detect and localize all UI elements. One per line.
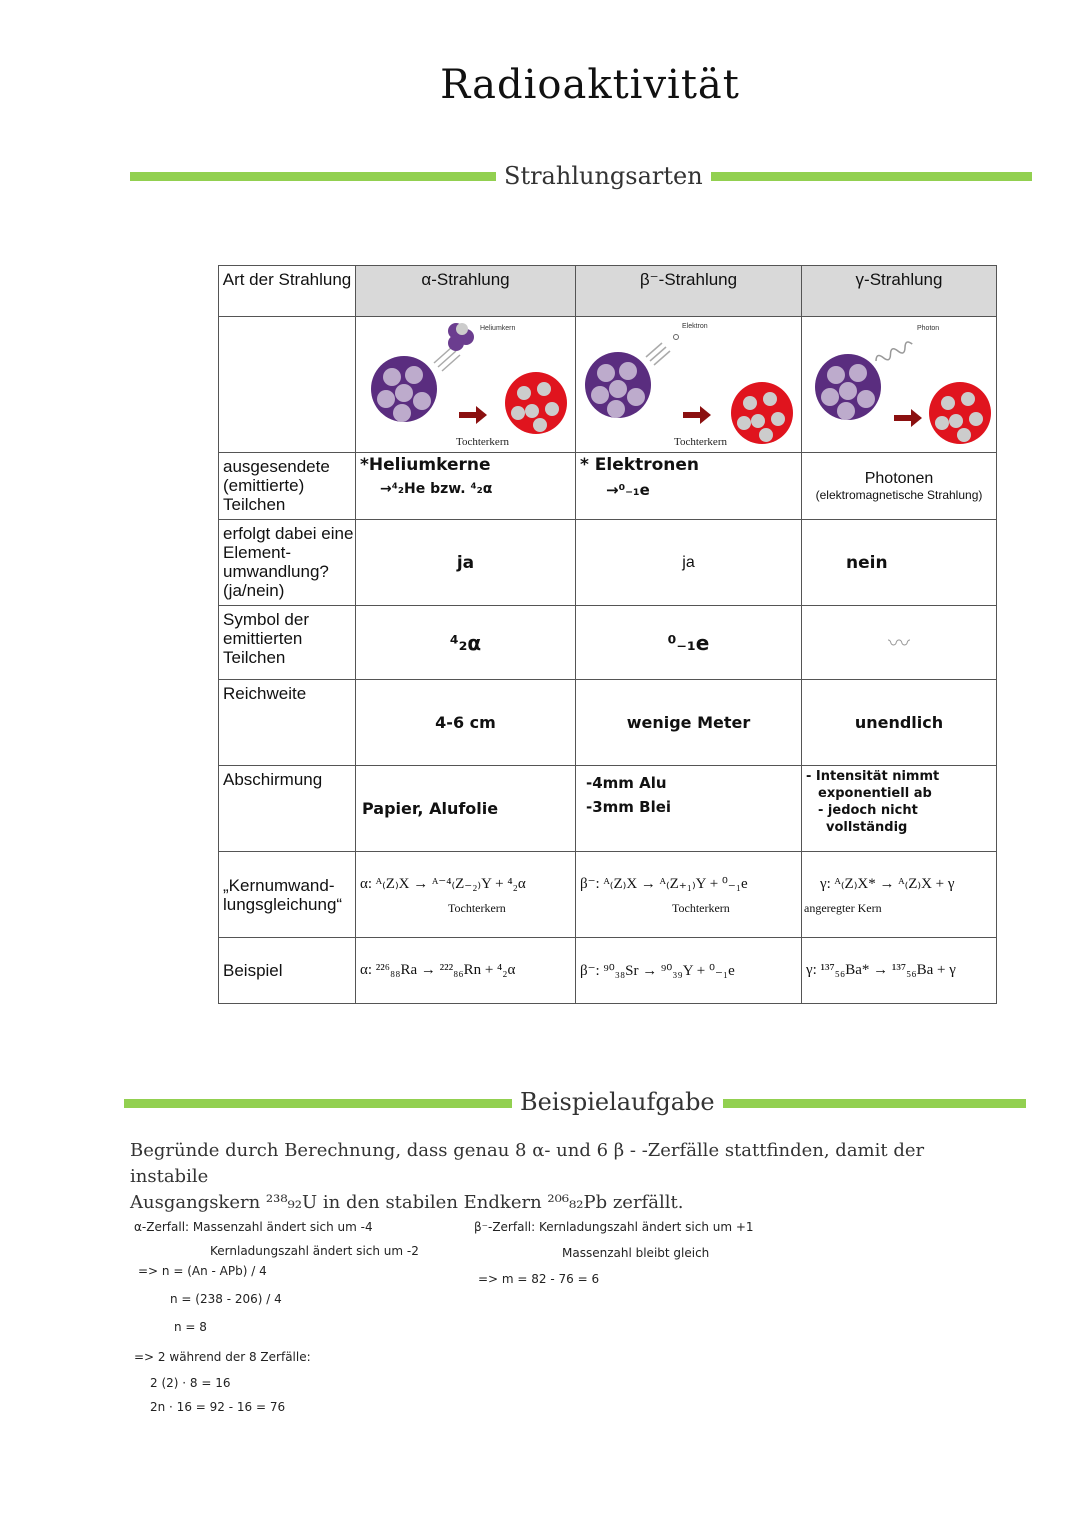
table-row-transmutation [219,520,997,606]
section-title-beispielaufgabe: Beispielaufgabe [512,1088,723,1116]
beta-range: wenige Meter [576,680,802,766]
gamma-symbol-wave-icon: 〰 [802,606,997,680]
table-row-shielding [219,766,997,852]
beta-particles-cell [576,453,802,520]
table-row-particles [219,453,997,520]
note-line: Massenzahl bleibt gleich [562,1246,710,1260]
alpha-decay-illustration [356,317,576,453]
table-row-symbol [219,606,997,680]
beta-shielding-cell [576,766,802,852]
alpha-equation: α: ᴬ₍Z₎X → ᴬ⁻⁴₍Z₋₂₎Y + ⁴₂α [360,875,526,892]
alpha-range: 4-6 cm [356,680,576,766]
label-elektron: Elektron [682,323,708,330]
gamma-shielding-4: vollständig [826,820,908,835]
table-row-range [219,680,997,766]
beta-symbol: ⁰₋₁e [576,606,802,680]
task-line-1: Begründe durch Berechnung, dass genau 8 α- und 6 β - -Zerfälle stattfinden, damit der instabile [130,1140,925,1187]
table-row-equation [219,852,997,938]
note-line: n = 8 [174,1320,207,1334]
gamma-equation-cell [802,852,997,938]
beta-particles-text: * Elektronen [580,455,700,475]
row-label-particles: ausgesendete (emittierte) Teilchen [219,453,356,520]
beta-decay-diagram [576,317,802,447]
note-line: 2n · 16 = 92 - 16 = 76 [150,1400,286,1414]
header-gamma: γ-Strahlung [802,266,997,317]
beta-example: β⁻: ⁹⁰₃₈Sr → ⁹⁰₃₉Y + ⁰₋₁e [576,938,802,1004]
gamma-decay-illustration [802,317,997,453]
beta-particles-formula: →⁰₋₁e [606,481,650,499]
row-label-symbol: Symbol der emittierten Teilchen [219,606,356,680]
parent-nucleus [371,356,437,422]
header-art: Art der Strahlung [219,266,356,317]
beta-equation: β⁻: ᴬ₍Z₎X → ᴬ₍Z₊₁₎Y + ⁰₋₁e [580,875,748,892]
daughter-nucleus [929,382,991,444]
alpha-transmutation: ja [356,520,576,606]
note-line: => m = 82 - 76 = 6 [478,1272,600,1286]
gamma-equation: γ: ᴬ₍Z₎X* → ᴬ₍Z₎X + γ [820,875,955,892]
daughter-nucleus [505,372,567,434]
gamma-shielding-cell [802,766,997,852]
alpha-shielding: Papier, Alufolie [356,766,576,852]
beta-equation-note: Tochterkern [672,900,730,915]
label-tochterkern: Tochterkern [456,436,509,447]
label-tochterkern: Tochterkern [674,436,727,447]
alpha-equation-cell [356,852,576,938]
alpha-decay-diagram [356,317,576,447]
page-title: Radioaktivität [440,62,740,108]
row-label-transmutation: erfolgt dabei eine Element-umwandlung? (ja/nein) [219,520,356,606]
arrow-icon [683,406,711,424]
gamma-equation-note: angeregter Kern [804,900,882,915]
notes-alpha [134,1220,464,1424]
radiation-table [218,265,997,1004]
note-line: => 2 während der 8 Zerfälle: [134,1350,311,1364]
wave-icon [874,340,914,364]
note-line: => n = (An - APb) / 4 [138,1264,267,1278]
label-heliumkern: Heliumkern [480,325,516,332]
row-label-example: Beispiel [219,938,356,1004]
note-line: 2 (2) · 8 = 16 [150,1376,231,1390]
alpha-symbol: ⁴₂α [356,606,576,680]
task-text [130,1138,960,1216]
gamma-shielding-1: - Intensität nimmt [806,769,940,784]
gamma-range: unendlich [802,680,997,766]
row-label-shielding: Abschirmung [219,766,356,852]
empty-cell [219,317,356,453]
beta-transmutation: ja [576,520,802,606]
daughter-nucleus [731,382,793,444]
header-alpha: α-Strahlung [356,266,576,317]
table-header-row [219,266,997,317]
gamma-particles-text: Photonen [864,470,934,487]
table-row-example [219,938,997,1004]
alpha-example: α: ²²⁶₈₈Ra → ²²²₈₆Rn + ⁴₂α [356,938,576,1004]
table-row-images [219,317,997,453]
note-line: Kernladungszahl ändert sich um -2 [210,1244,419,1258]
helium-nucleus [448,323,474,351]
alpha-equation-note: Tochterkern [448,900,506,915]
electron-particle [674,335,679,340]
section-title-strahlungsarten: Strahlungsarten [496,162,711,190]
gamma-particles-cell [802,453,997,520]
gamma-transmutation: nein [802,520,997,606]
beta-equation-cell [576,852,802,938]
gamma-particles-note: (elektromagnetische Strahlung) [815,488,983,502]
row-label-equation: „Kernumwand-lungsgleichung“ [219,852,356,938]
beta-shielding-2: -3mm Blei [586,798,672,816]
gamma-shielding-2: exponentiell ab [818,786,932,801]
alpha-particles-text: *Heliumkerne [360,455,491,475]
gamma-decay-diagram [802,317,997,447]
task-line-2: Ausgangskern ²³⁸₉₂U in den stabilen Endkern ²⁰⁶₈₂Pb zerfällt. [130,1192,684,1213]
header-beta: β⁻-Strahlung [576,266,802,317]
note-line: n = (238 - 206) / 4 [170,1292,282,1306]
gamma-shielding-3: - jedoch nicht [818,803,918,818]
gamma-example: γ: ¹³⁷₅₆Ba* → ¹³⁷₅₆Ba + γ [802,938,997,1004]
alpha-particles-cell [356,453,576,520]
alpha-particles-formula: →⁴₂He bzw. ⁴₂α [380,481,493,497]
beta-decay-illustration [576,317,802,453]
label-photon: Photon [917,325,940,332]
beta-shielding-1: -4mm Alu [586,774,667,792]
arrow-icon [459,406,487,424]
parent-nucleus [815,354,881,420]
note-line: β⁻-Zerfall: Kernladungszahl ändert sich um +1 [474,1220,754,1234]
parent-nucleus [585,352,651,418]
row-label-range: Reichweite [219,680,356,766]
note-line: α-Zerfall: Massenzahl ändert sich um -4 [134,1220,373,1234]
arrow-icon [894,409,922,427]
notes-beta [474,1220,814,1296]
